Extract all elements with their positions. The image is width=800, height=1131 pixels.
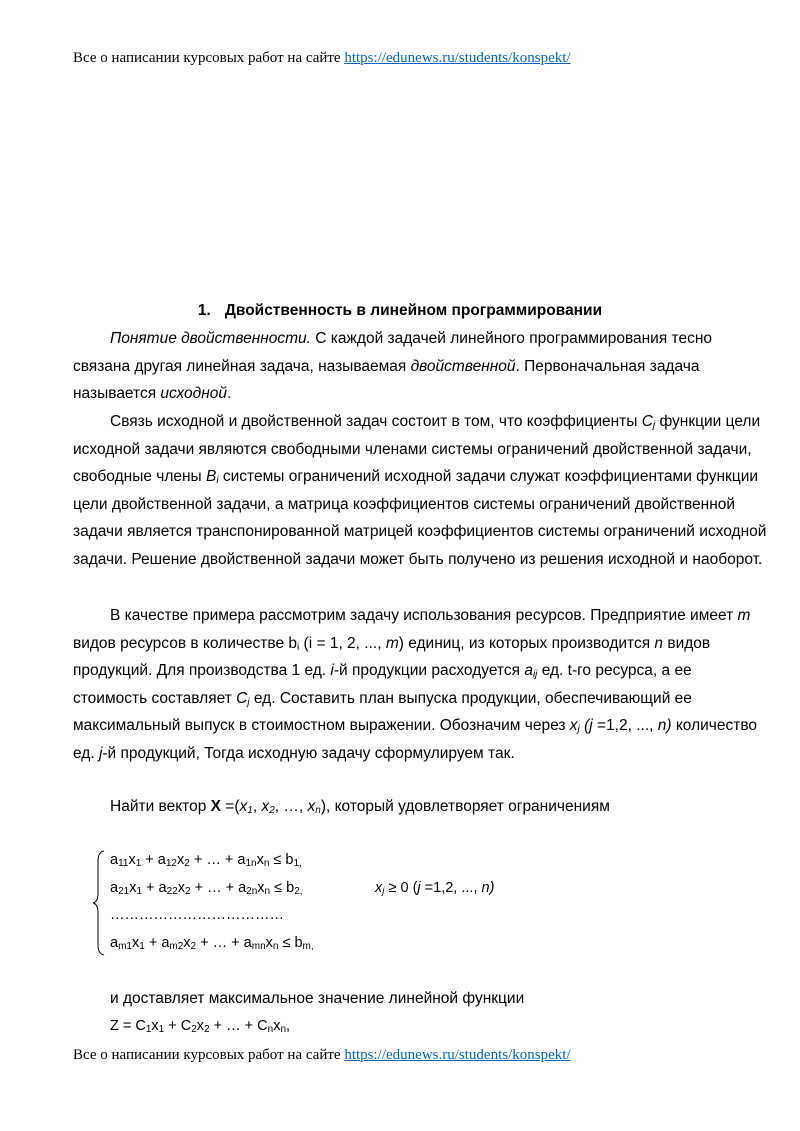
c1-x-sub: 1 [135, 858, 142, 869]
p3-var-x: x [569, 717, 578, 735]
page-header [73, 49, 571, 67]
constraint-dots: ……………………………… [110, 907, 284, 923]
p3-text: В качестве примера рассмотрим задачу использования ресурсов. Предприятие имеет [110, 607, 738, 624]
c2-leq-b: ≤ b [270, 880, 295, 896]
cm-xn-sub: n [272, 941, 279, 952]
c1-a-sub: 11 [118, 858, 129, 869]
constraint-row-m [110, 933, 314, 953]
footer-link[interactable]: https://edunews.ru/students/konspekt/ [344, 1047, 571, 1063]
c2-a: a [110, 880, 119, 896]
find-xn-sub: n [315, 805, 321, 816]
find-text-2: ), который удовлетворяет ограничениям [320, 798, 610, 815]
section-heading [0, 301, 800, 321]
p3-text-2: видов ресурсов в количестве b [73, 634, 298, 652]
find-paren: =( [221, 798, 240, 815]
p3-text-11: количество ед. [73, 717, 758, 762]
cond-x: x [375, 880, 383, 896]
cm-x2-sub: 2 [190, 941, 197, 952]
find-x1-sub: 1 [247, 805, 253, 816]
p1-italic-original: исходной [160, 385, 227, 403]
p2-text: Связь исходной и двойственной задач состоит в том, что коэффициенты [110, 413, 642, 430]
p3-text-12: -й продукций, Тогда исходную задачу сформулируем так. [102, 744, 515, 762]
z-c2-sub: 2 [191, 1024, 197, 1035]
objective-function [110, 1016, 290, 1036]
z-c2: + C [164, 1018, 192, 1034]
c2-b-sub: 2, [294, 886, 303, 897]
c2-a-sub: 21 [118, 886, 130, 897]
c2-a2-sub: 22 [166, 886, 178, 897]
cm-a: a [110, 935, 119, 951]
page-footer [73, 1046, 571, 1064]
paragraph-duality-concept [73, 325, 767, 408]
z-xn-sub: n [280, 1024, 287, 1035]
linear-function-text: и доставляет максимальное значение линейной функции [110, 990, 525, 1007]
p3-text-3: (i = 1, 2, ..., [299, 634, 386, 652]
footer-text: Все о написании курсовых работ на сайте [73, 1047, 345, 1063]
p3-var-i: i [330, 662, 334, 680]
p1-italic-dual: двойственной [410, 357, 516, 375]
cm-x2: x [183, 935, 191, 951]
z-cn: + … + C [209, 1018, 268, 1034]
p2-var-c-sub: j [652, 420, 656, 431]
cm-leq-b: ≤ b [278, 935, 303, 951]
cm-x-sub: 1 [139, 941, 145, 952]
cm-an-sub: mn [251, 941, 266, 952]
p3-var-m: m [737, 607, 751, 624]
c1-a2-sub: 12 [165, 858, 177, 869]
find-comma-1: , [252, 798, 262, 815]
c2-x2: x [177, 880, 185, 896]
cm-dots-a: + … + a [196, 935, 252, 951]
c1-b-sub: 1, [293, 858, 302, 869]
nonnegativity-condition [375, 878, 494, 898]
p1-text-2: . Первоначальная задача называется [73, 357, 700, 403]
find-vector-line [110, 797, 610, 817]
p1-italic-term: Понятие двойственности. [110, 330, 311, 347]
c2-x-sub: 1 [136, 886, 143, 897]
p1-text-3: . [227, 385, 232, 403]
c1-xn: x [256, 852, 264, 868]
z-cn-sub: n [267, 1024, 274, 1035]
cm-xn: x [265, 935, 273, 951]
c1-dots-a: + … + a [189, 852, 246, 868]
p3-text-7: ед. t-го ресурса, а ее стоимость составляет [73, 662, 692, 707]
p2-text-2: функции цели исходной задачи являются свободными членами системы ограничений двойственной задачи, свободные члены [73, 413, 761, 486]
vector-x: X [210, 798, 221, 815]
p3-paren: ( [579, 717, 590, 735]
find-xn: x [307, 798, 316, 815]
p3-var-m-2: m [385, 634, 399, 652]
constraint-row-1 [110, 850, 302, 870]
p3-b-sub: i [297, 641, 300, 653]
c2-xn: x [257, 880, 265, 896]
paragraph-duality-relation [73, 408, 767, 574]
p2-var-b-sub: i [216, 475, 219, 487]
c2-plus-a: + a [142, 880, 167, 896]
p3-var-j-2: j [98, 744, 103, 762]
find-x1: x [239, 798, 248, 815]
c2-x2-sub: 2 [184, 886, 191, 897]
c1-x2: x [177, 852, 185, 868]
c1-x: x [128, 852, 136, 868]
z-c1: Z = C [110, 1018, 146, 1034]
p1-text: С каждой задачей линейного программирования тесно связана другая линейная задача, называемая [73, 330, 713, 375]
c1-plus-a: + a [141, 852, 166, 868]
p3-text-5: видов продукций. Для производства 1 ед. [73, 634, 711, 680]
c2-xn-sub: n [264, 886, 271, 897]
z-x2: x [196, 1018, 205, 1034]
left-brace-icon [92, 849, 106, 957]
header-link[interactable]: https://edunews.ru/students/konspekt/ [344, 50, 571, 66]
cm-x: x [131, 935, 140, 951]
z-c1-sub: 1 [145, 1024, 152, 1035]
z-x1-sub: 1 [158, 1024, 165, 1035]
c2-dots-a: + … + a [190, 880, 247, 896]
p3-var-a: a [524, 662, 533, 680]
p3-var-x-sub: j [577, 724, 580, 736]
find-x2: x [261, 798, 270, 815]
cond-range: =1,2, ..., [420, 880, 482, 896]
p3-var-a-sub: ij [532, 669, 538, 681]
cm-b-sub: m, [302, 941, 314, 952]
p3-var-n-2: n) [657, 717, 672, 735]
p3-text-6: -й продукции расходуется [333, 662, 525, 680]
constraint-row-2 [110, 878, 303, 898]
cond-geq: ≥ 0 ( [384, 880, 418, 896]
c1-an-sub: 1n [245, 858, 257, 869]
section-number: 1. [197, 302, 211, 319]
find-ellipsis: , …, [274, 798, 308, 815]
z-x1: x [151, 1018, 159, 1034]
c1-leq-b: ≤ b [269, 852, 294, 868]
c1-xn-sub: n [263, 858, 270, 869]
p3-var-c: C [236, 689, 248, 707]
cm-plus-a: + a [144, 935, 170, 951]
cond-n: n) [481, 880, 495, 896]
header-text: Все о написании курсовых работ на сайте [73, 50, 345, 66]
p2-var-c: C [641, 413, 653, 430]
cm-a2-sub: m2 [169, 941, 184, 952]
p3-var-c-sub: j [247, 696, 250, 708]
p3-var-j: j [589, 717, 593, 735]
p2-var-b: B [206, 468, 217, 486]
section-title: Двойственность в линейном программировании [224, 302, 603, 319]
c1-x2-sub: 2 [184, 858, 190, 869]
p3-var-n: n [654, 634, 664, 652]
find-x2-sub: 2 [269, 805, 275, 816]
z-x2-sub: 2 [204, 1024, 210, 1035]
cm-a-sub: m1 [118, 941, 132, 952]
find-text: Найти вектор [110, 798, 211, 815]
paragraph-example [73, 602, 767, 768]
p2-text-3: системы ограничений исходной задачи служат коэффициентами функции цели двойственной задачи, а матрица коэффициентов системы ограничений двойственной задачи является транспонированной матрицей коэффициентов системы ограничений исходной задачи. Решение двойственной задачи может быть получено из решения исходной и наоборот. [73, 468, 767, 568]
z-xn: x [273, 1018, 281, 1034]
p3-text-8: ед. Составить план выпуска продукции, обеспечивающий ее максимальный выпуск в стоимостном выражении. Обозначим через [73, 689, 692, 735]
p3-text-4: ) единиц, из которых производится [398, 634, 655, 652]
c1-a: a [110, 852, 119, 868]
cond-x-sub: j [382, 886, 385, 897]
cond-j: j [417, 880, 421, 896]
c2-x: x [129, 880, 137, 896]
z-comma: , [286, 1018, 291, 1034]
c2-an-sub: 2n [246, 886, 258, 897]
p3-text-10: =1,2, ..., [592, 717, 658, 735]
